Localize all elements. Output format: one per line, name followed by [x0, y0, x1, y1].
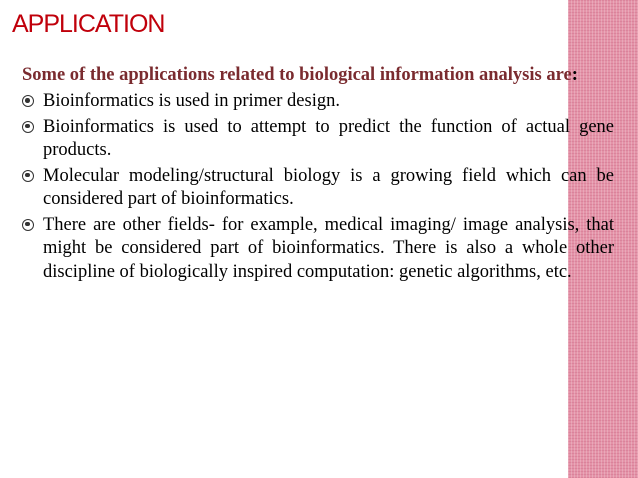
- bullet-item-text: Molecular modeling/structural biology is a growing field which can be considered part of bioinformatics.: [43, 165, 614, 209]
- bullet-item-text: Bioinformatics is used in primer design.: [43, 91, 340, 111]
- bullet-item-gene-function: [22, 116, 614, 163]
- intro-text: [22, 63, 614, 87]
- circle-dot-bullet-icon: [22, 170, 34, 182]
- bullet-item-text: There are other fields- for example, medical imaging/ image analysis, that might be considered part of bioinformatics. There is also a whole other discipline of biologically inspired computation: genetic algorithms, etc.: [43, 214, 614, 282]
- bullet-item-text: Bioinformatics is used to attempt to predict the function of actual gene products.: [43, 116, 614, 160]
- circle-dot-bullet-icon: [22, 219, 34, 231]
- intro-colon: :: [571, 65, 578, 85]
- circle-dot-bullet-icon: [22, 121, 34, 133]
- slide-title: APPLICATION: [12, 10, 165, 38]
- intro-text-main: Some of the applications related to biological information analysis are: [22, 65, 572, 85]
- slide-body: [22, 63, 614, 286]
- bullet-item-other-fields: [22, 214, 614, 285]
- bullet-item-primer-design: [22, 90, 614, 114]
- bullet-item-molecular-modeling: [22, 165, 614, 212]
- circle-dot-bullet-icon: [22, 95, 34, 107]
- bullet-list: [22, 90, 614, 284]
